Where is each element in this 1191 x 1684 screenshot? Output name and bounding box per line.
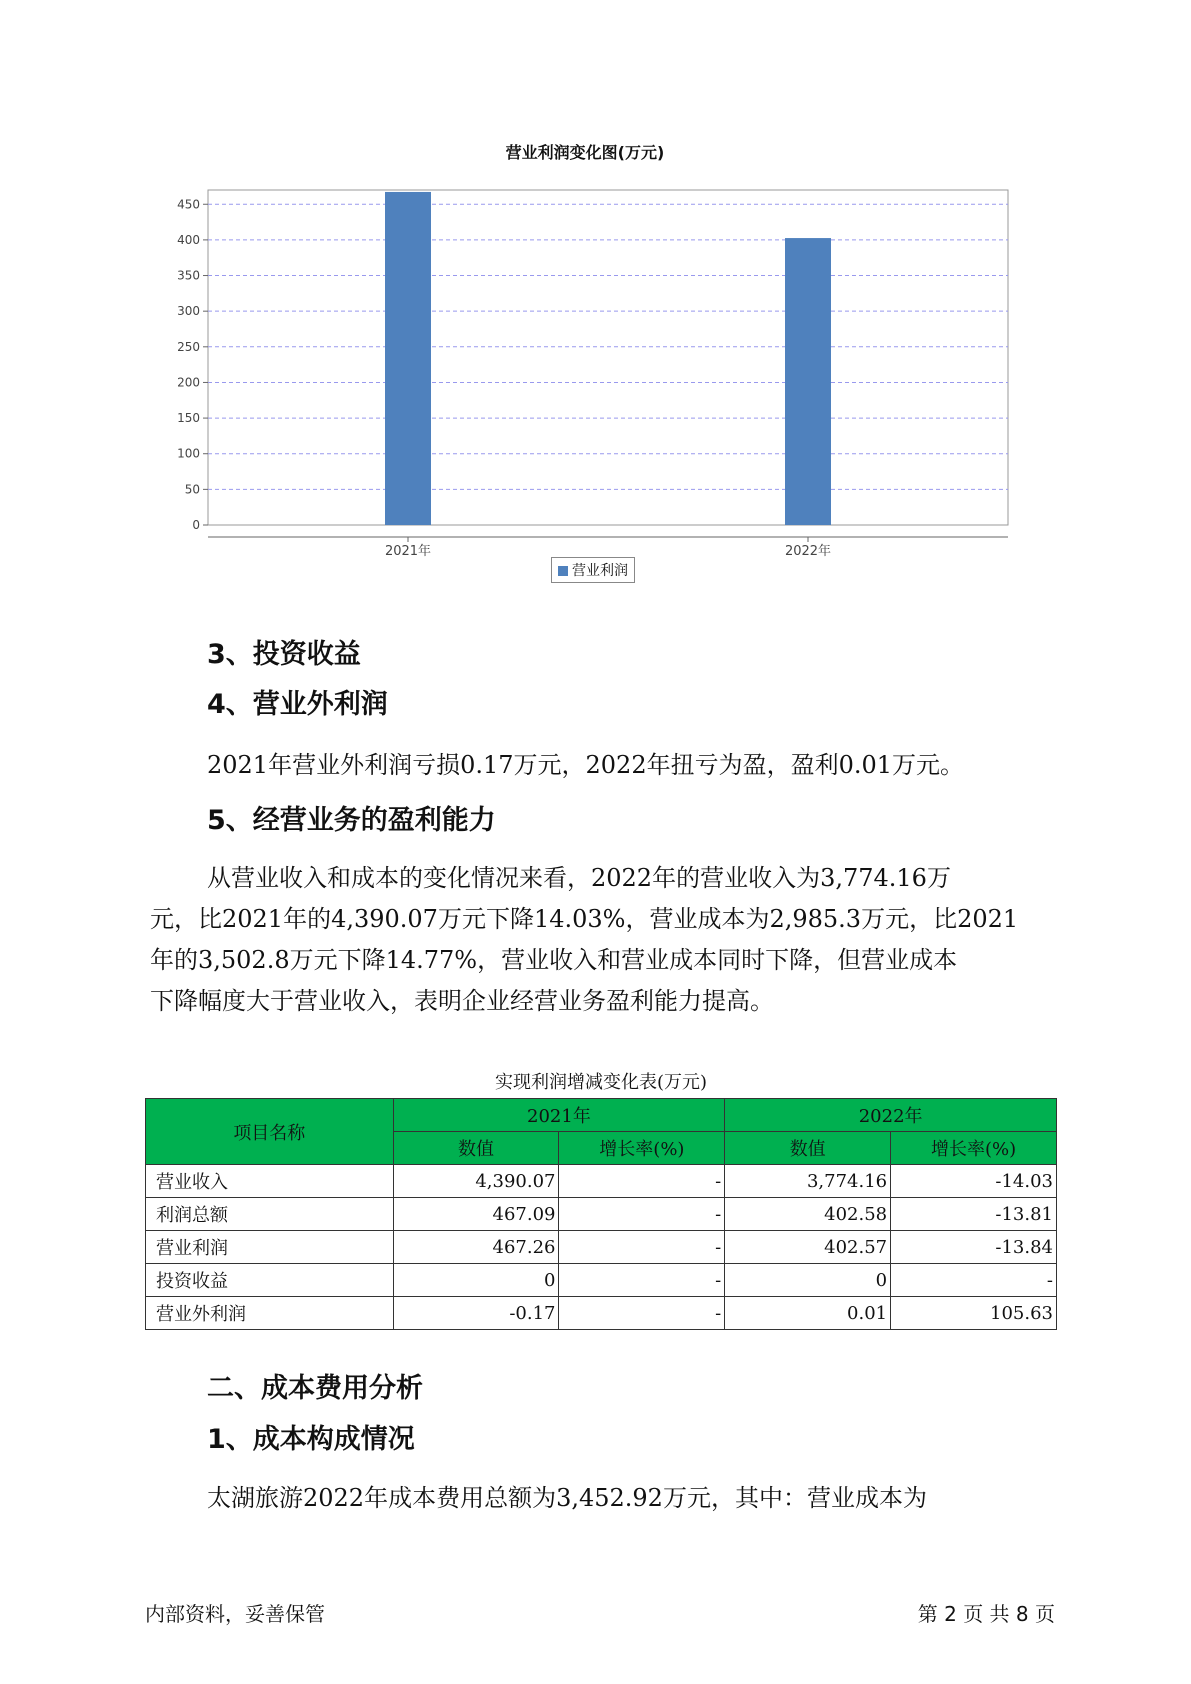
row-rate-2021: -: [559, 1264, 725, 1297]
row-value-2021: 4,390.07: [393, 1165, 559, 1198]
y-tick-label: 250: [177, 339, 200, 354]
chart-plot: [150, 180, 1020, 559]
header-item-name: 项目名称: [146, 1099, 394, 1165]
row-name: 营业收入: [146, 1165, 394, 1198]
row-value-2021: 467.26: [393, 1231, 559, 1264]
header-year-2022: 2022年: [725, 1099, 1057, 1132]
chart-legend: [551, 557, 635, 583]
table-caption: 实现利润增减变化表(万元): [494, 1072, 708, 1093]
y-tick-label: 450: [177, 197, 200, 212]
y-tick-label: 400: [177, 232, 200, 247]
heading-non-operating-profit: 4、营业外利润: [207, 689, 388, 720]
heading-cost-structure: 1、成本构成情况: [207, 1424, 415, 1455]
y-tick-label: 0: [192, 518, 200, 532]
y-tick-label: 300: [177, 304, 200, 319]
x-tick-label: 2021年: [384, 544, 432, 559]
table-row: [146, 1165, 1057, 1198]
row-rate-2021: -: [559, 1297, 725, 1330]
y-tick-label: 200: [177, 375, 200, 390]
table-row: [146, 1198, 1057, 1231]
row-value-2022: 402.57: [725, 1231, 891, 1264]
row-value-2021: -0.17: [393, 1297, 559, 1330]
row-rate-2022: 105.63: [891, 1297, 1057, 1330]
paragraph-non-operating-profit: 2021年营业外利润亏损0.17万元，2022年扭亏为盈，盈利0.01万元。: [207, 751, 965, 779]
header-value-2022: 数值: [725, 1132, 891, 1165]
row-name: 利润总额: [146, 1198, 394, 1231]
row-rate-2022: -13.81: [891, 1198, 1057, 1231]
y-tick-label: 150: [177, 411, 200, 426]
row-value-2021: 467.09: [393, 1198, 559, 1231]
paragraph-line-3: 年的3,502.8万元下降14.77%，营业收入和营业成本同时下降，但营业成本: [150, 946, 958, 974]
table-row: [146, 1231, 1057, 1264]
heading-cost-analysis: 二、成本费用分析: [207, 1373, 423, 1404]
footer-confidential: 内部资料，妥善保管: [145, 1602, 325, 1626]
row-rate-2021: -: [559, 1198, 725, 1231]
heading-investment-income: 3、投资收益: [207, 639, 361, 670]
row-value-2022: 0.01: [725, 1297, 891, 1330]
y-tick-label: 50: [184, 482, 200, 497]
paragraph-line-4: 下降幅度大于营业收入，表明企业经营业务盈利能力提高。: [150, 987, 774, 1015]
profit-change-table: [145, 1098, 1057, 1330]
legend-swatch: [558, 566, 568, 576]
row-rate-2022: -: [891, 1264, 1057, 1297]
table-row: [146, 1297, 1057, 1330]
row-name: 投资收益: [146, 1264, 394, 1297]
row-value-2021: 0: [393, 1264, 559, 1297]
chart-title: 营业利润变化图(万元): [505, 143, 665, 162]
table-row: [146, 1264, 1057, 1297]
row-value-2022: 3,774.16: [725, 1165, 891, 1198]
x-tick-label: 2022年: [784, 544, 832, 559]
row-rate-2022: -13.84: [891, 1231, 1057, 1264]
footer-page-number: 第 2 页 共 8 页: [917, 1602, 1055, 1626]
row-value-2022: 402.58: [725, 1198, 891, 1231]
row-name: 营业外利润: [146, 1297, 394, 1330]
row-rate-2022: -14.03: [891, 1165, 1057, 1198]
paragraph-cost-structure: 太湖旅游2022年成本费用总额为3,452.92万元，其中：营业成本为: [207, 1484, 927, 1512]
paragraph-line-1: 从营业收入和成本的变化情况来看，2022年的营业收入为3,774.16万: [207, 864, 951, 892]
header-rate-2021: 增长率(%): [559, 1132, 725, 1165]
heading-profitability: 5、经营业务的盈利能力: [207, 805, 496, 836]
y-tick-label: 100: [177, 446, 200, 461]
row-rate-2021: -: [559, 1231, 725, 1264]
paragraph-line-2: 元，比2021年的4,390.07万元下降14.03%，营业成本为2,985.3万元，比2021: [150, 905, 1019, 933]
y-tick-label: 350: [177, 268, 200, 283]
row-name: 营业利润: [146, 1231, 394, 1264]
header-value-2021: 数值: [393, 1132, 559, 1165]
header-year-2021: 2021年: [393, 1099, 725, 1132]
legend-label: 营业利润: [572, 563, 628, 579]
row-value-2022: 0: [725, 1264, 891, 1297]
profit-chart: [150, 140, 1020, 595]
row-rate-2021: -: [559, 1165, 725, 1198]
bar-2021年: [385, 192, 431, 525]
header-rate-2022: 增长率(%): [891, 1132, 1057, 1165]
bar-2022年: [785, 238, 831, 525]
